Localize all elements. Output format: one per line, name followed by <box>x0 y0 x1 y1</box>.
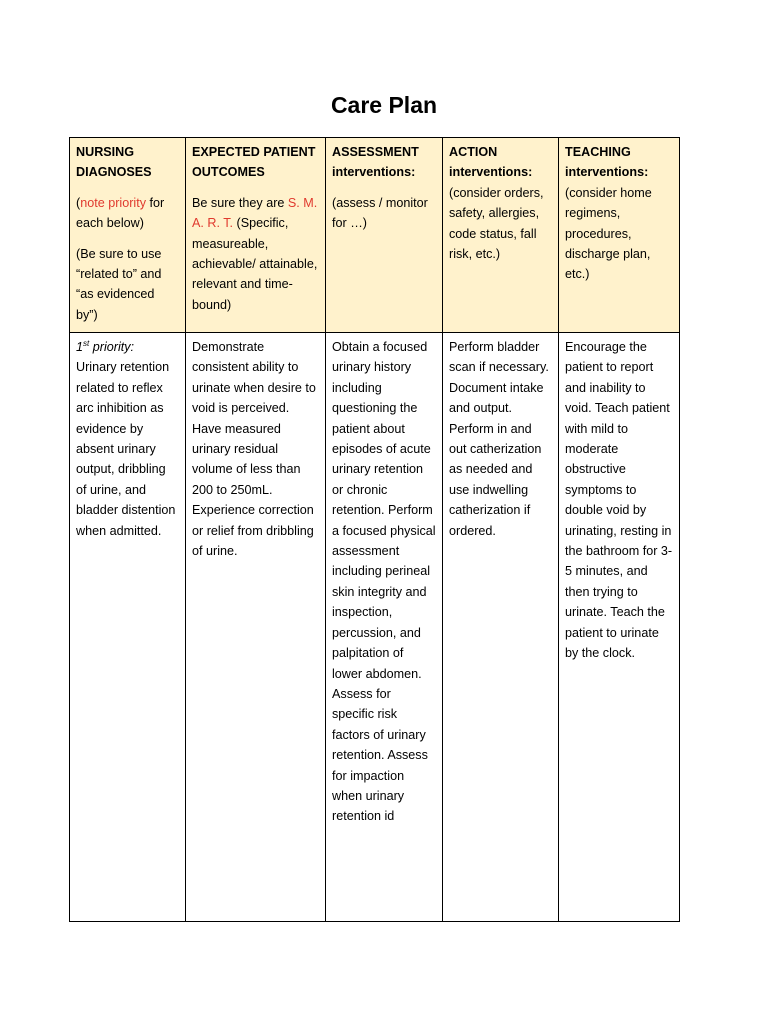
header-note: Be sure they are S. M. A. R. T. (Specific, measureable, achievable/ attainable, relevant and time-bound) <box>192 195 318 312</box>
cell-teaching <box>559 333 680 922</box>
header-action <box>443 138 559 333</box>
header-title: ASSESSMENT interventions: <box>332 145 419 180</box>
diagnosis-text: Urinary retention related to reflex arc inhibition as evidence by absent urinary output, dribbling of urine, and bladder distention when admitted. <box>76 360 176 538</box>
header-expected-outcomes <box>186 138 326 333</box>
header-row <box>70 138 680 333</box>
cell-diagnosis <box>70 333 186 922</box>
header-assessment <box>326 138 443 333</box>
header-title: EXPECTED PATIENT OUTCOMES <box>192 145 316 180</box>
header-title: ACTION interventions: <box>449 145 533 180</box>
assessment-text: Obtain a focused urinary history including questioning the patient about episodes of acute urinary retention or chronic retention. Perform a focused physical assessment including perineal skin integrity and inspection, percussion, and palpitation of lower abdomen. Assess for specific risk factors of urinary retention. Assess for impaction when urinary retention id <box>332 340 436 824</box>
header-title: NURSING DIAGNOSES <box>76 145 152 180</box>
cell-outcomes <box>186 333 326 922</box>
page-title: Care Plan <box>330 92 438 118</box>
header-teaching <box>559 138 680 333</box>
teaching-text: Encourage the patient to report and inability to void. Teach patient with mild to moderate obstructive symptoms to double void by urinating, resting in the bathroom for 3-5 minutes, and then trying to urinate. Teach the patient to urinate by the clock. <box>565 340 673 661</box>
header-note: (note priority for each below) <box>76 195 165 231</box>
note-priority-highlight: note priority <box>80 195 147 210</box>
care-plan-table <box>69 137 680 922</box>
smart-highlight: S. M. A. R. T. <box>192 195 318 231</box>
table-row <box>70 333 680 922</box>
cell-action <box>443 333 559 922</box>
header-note: (consider orders, safety, allergies, code status, fall risk, etc.) <box>449 185 544 262</box>
cell-assessment <box>326 333 443 922</box>
outcomes-text: Demonstrate consistent ability to urinate when desire to void is perceived. Have measured urinary residual volume of less than 200 to 250mL. Experience correction or relief from dribbling of urine. <box>192 340 316 559</box>
priority-label: 1st priority: <box>76 338 135 354</box>
header-instruction: (Be sure to use “related to” and “as evidenced by”) <box>76 246 162 322</box>
header-note: (assess / monitor for …) <box>332 195 428 231</box>
header-note: (consider home regimens, procedures, discharge plan, etc.) <box>565 185 652 282</box>
header-title: TEACHING interventions: <box>565 145 649 180</box>
header-nursing-diagnoses <box>70 138 186 333</box>
action-text: Perform bladder scan if necessary. Document intake and output. Perform in and out catherization as needed and use indwelling catherization if ordered. <box>449 340 549 538</box>
